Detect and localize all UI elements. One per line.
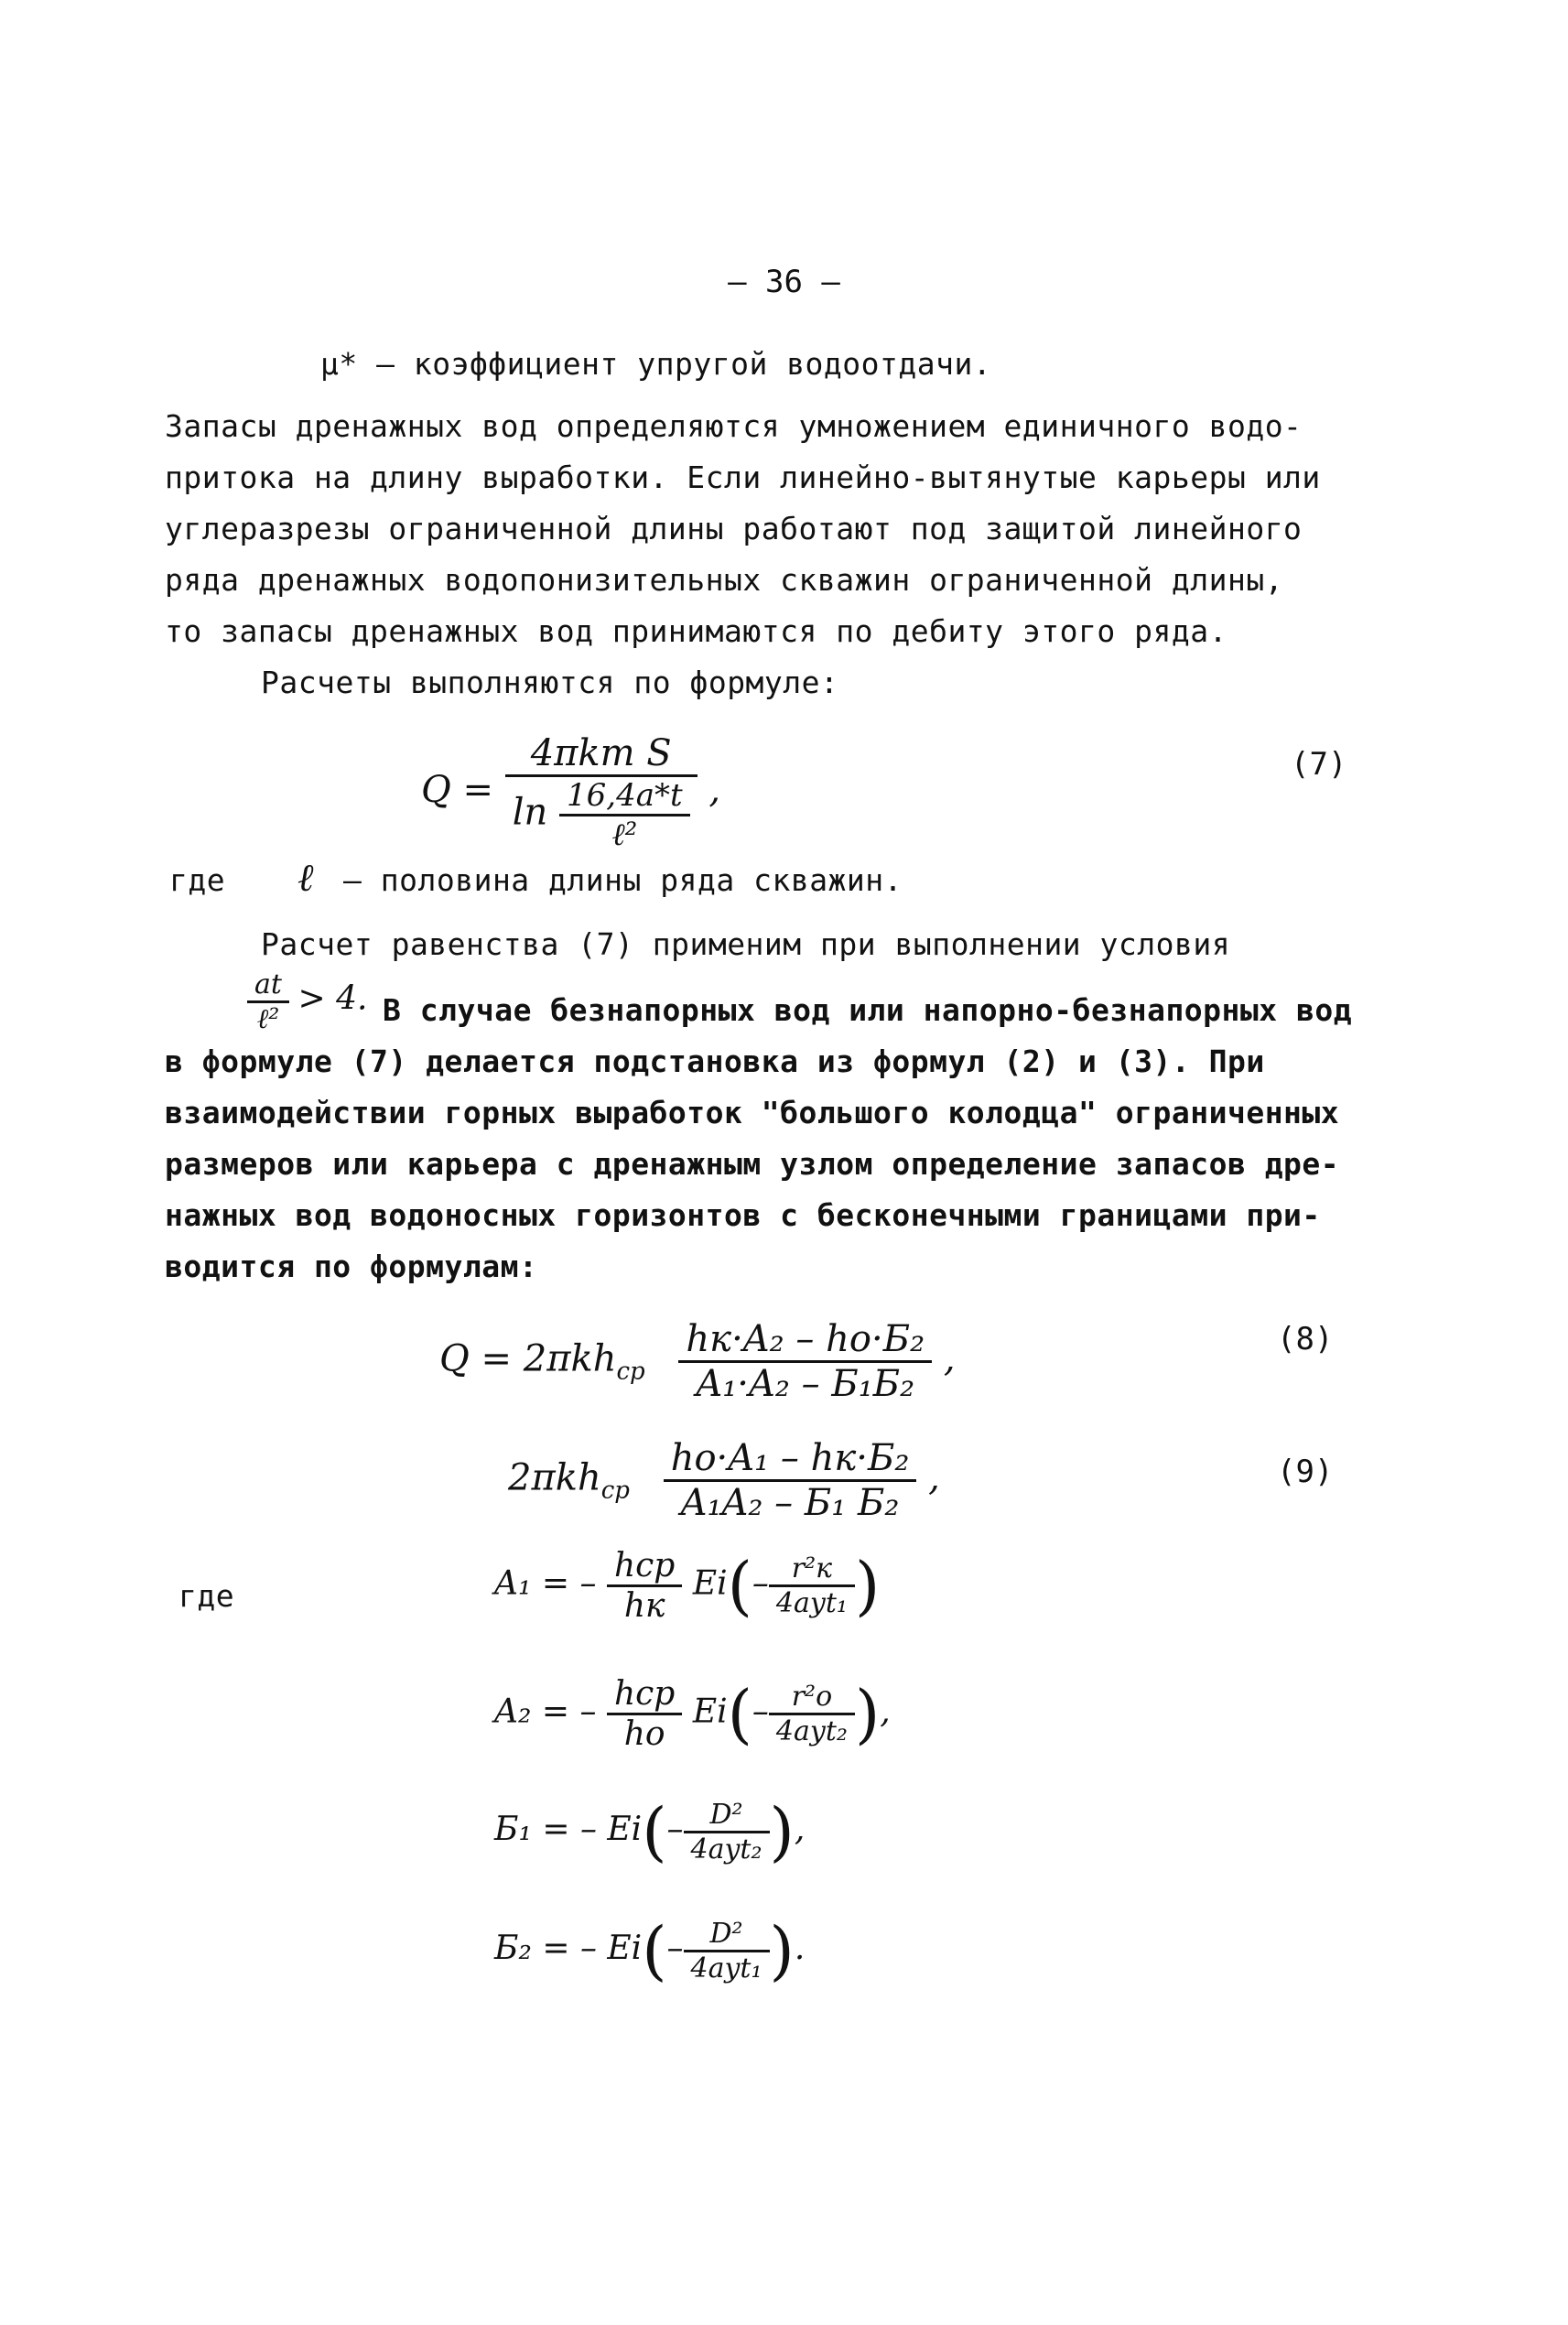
- formula9-numerator: hо·A₁ – hк·Б₂: [664, 1437, 917, 1482]
- condition-denominator: ℓ²: [256, 1003, 280, 1035]
- def-arg-num: D²: [684, 1918, 770, 1952]
- def-arg-den: 4ayt₂: [690, 1833, 762, 1865]
- def-eq: = –: [541, 1564, 597, 1603]
- def-trail: ,: [794, 1811, 806, 1848]
- def-fn: Ei: [692, 1564, 728, 1603]
- paragraph2-line: размеров или карьера с дренажным узлом определение запасов дре-: [165, 1146, 1340, 1182]
- formula9-fraction: [664, 1437, 917, 1524]
- formula-7: [421, 732, 720, 853]
- paragraph2-line: нажных вод водоносных горизонтов с бесконечными границами при-: [165, 1197, 1321, 1233]
- formula7-trail: ,: [708, 769, 721, 811]
- formula7-denominator: [505, 777, 697, 853]
- def-fn: Ei: [607, 1811, 643, 1848]
- paragraph2-line1: Расчет равенства (7) применим при выполнении условия: [261, 926, 1231, 962]
- def-coef-den: hк: [623, 1587, 665, 1625]
- def-lhs: A₂: [494, 1692, 532, 1731]
- formula9-lhs: 2πkh: [508, 1456, 601, 1499]
- def-lhs: A₁: [494, 1564, 532, 1603]
- condition-numerator: at: [247, 968, 289, 1003]
- paragraph1-line: притока на длину выработки. Если линейно-вытянутые карьеры или: [165, 460, 1321, 495]
- def-arg-fraction: [769, 1681, 855, 1747]
- def-B1: Б₁ = – Ei(– $\frac{\text{D²}}{\text{4ayt₂}}$ ),: [494, 1794, 806, 1869]
- def-eq: = –: [542, 1930, 597, 1967]
- def-arg-fraction: [684, 1799, 770, 1865]
- l-definition: – половина длины ряда скважин.: [343, 862, 903, 898]
- def-eq: = –: [541, 1692, 597, 1731]
- def-fn: Ei: [692, 1692, 728, 1731]
- l-symbol: ℓ: [297, 855, 314, 900]
- def-trail: .: [794, 1930, 806, 1967]
- def-lhs: Б₂: [494, 1930, 532, 1967]
- formula7-inner-denominator: ℓ²: [611, 816, 638, 853]
- def-trail: ,: [880, 1692, 891, 1731]
- def-arg-num: r²к: [769, 1552, 855, 1587]
- where-word-2: где: [178, 1578, 235, 1614]
- paragraph1-line: Запасы дренажных вод определяются умножением единичного водо-: [165, 408, 1303, 444]
- mu-definition: μ* – коэффициент упругой водоотдачи.: [320, 346, 992, 382]
- formula8-trail: ,: [943, 1337, 956, 1380]
- def-B2: Б₂ = – Ei(– $\frac{\text{D²}}{\text{4ayt₁}}$ ).: [494, 1913, 806, 1988]
- def-coef-num: hcp: [607, 1547, 682, 1587]
- def-A1: A₁ = – $\frac{\text{hcp}}{hк}$ Ei(– $\frac{\text{r²к}}{\text{4ayt₁}}$ ): [494, 1547, 881, 1625]
- paragraph2-line2: В случае безнапорных вод или напорно-безнапорных вод: [383, 992, 1353, 1028]
- formula8-fraction: [678, 1318, 932, 1405]
- formula7-inner-numerator: 16,4a*t: [559, 777, 690, 816]
- def-lhs: Б₁: [494, 1811, 532, 1848]
- formula7-fraction: [505, 732, 697, 853]
- condition-fraction: [247, 968, 289, 1035]
- def-coef-fraction: [607, 1675, 682, 1753]
- formula9-denominator: A₁A₂ – Б₁ Б₂: [680, 1482, 900, 1524]
- def-coef-den: hо: [623, 1715, 665, 1753]
- paragraph1-line: углеразрезы ограниченной длины работают под защитой линейного: [165, 511, 1303, 546]
- def-arg-den: 4ayt₂: [775, 1715, 848, 1747]
- formula7-numerator: 4πkm S: [505, 732, 697, 777]
- def-coef-fraction: [607, 1547, 682, 1625]
- formula8-lhs: Q = 2πkh: [439, 1337, 617, 1380]
- condition-expression: [247, 968, 367, 1035]
- def-fn: Ei: [607, 1930, 643, 1967]
- def-coef-num: hcp: [607, 1675, 682, 1715]
- def-arg-den: 4ayt₁: [690, 1952, 762, 1984]
- def-arg-fraction: [684, 1918, 770, 1984]
- formula9-lhs-sub: cp: [600, 1476, 630, 1505]
- formula9-trail: ,: [928, 1456, 940, 1499]
- formula8-denominator: A₁·A₂ – Б₁Б₂: [696, 1363, 915, 1405]
- paragraph2-line: водится по формулам:: [165, 1249, 538, 1284]
- paragraph1-line: то запасы дренажных вод принимаются по дебиту этого ряда.: [165, 613, 1227, 649]
- def-A2: A₂ = – $\frac{\text{hcp}}{hо}$ Ei(– $\frac{\text{r²о}}{\text{4ayt₂}}$ ),: [494, 1675, 891, 1753]
- calc-intro: Расчеты выполняются по формуле:: [261, 665, 839, 700]
- formula-8: [439, 1318, 956, 1405]
- paragraph1-line: ряда дренажных водопонизительных скважин ограниченной длины,: [165, 562, 1284, 598]
- def-arg-fraction: [769, 1552, 855, 1619]
- formula7-inner-fraction: [559, 777, 690, 853]
- where-word: где: [169, 862, 226, 898]
- def-arg-num: r²о: [769, 1681, 855, 1715]
- formula8-numerator: hк·A₂ – hо·Б₂: [678, 1318, 932, 1363]
- formula7-number: (7): [1291, 746, 1347, 783]
- formula7-lhs: Q =: [421, 769, 494, 811]
- formula-9: [508, 1437, 940, 1524]
- paragraph2-line: взаимодействии горных выработок "большого колодца" ограниченных: [165, 1095, 1340, 1130]
- condition-tail: > 4.: [297, 979, 368, 1018]
- formula9-number: (9): [1277, 1454, 1334, 1490]
- def-arg-den: 4ayt₁: [775, 1587, 848, 1619]
- formula7-ln: ln: [512, 791, 548, 834]
- def-eq: = –: [542, 1811, 597, 1848]
- paragraph2-line: в формуле (7) делается подстановка из формул (2) и (3). При: [165, 1044, 1265, 1079]
- def-arg-num: D²: [684, 1799, 770, 1833]
- formula8-number: (8): [1277, 1321, 1334, 1357]
- formula8-lhs-sub: cp: [616, 1357, 645, 1386]
- page-number: – 36 –: [728, 264, 840, 300]
